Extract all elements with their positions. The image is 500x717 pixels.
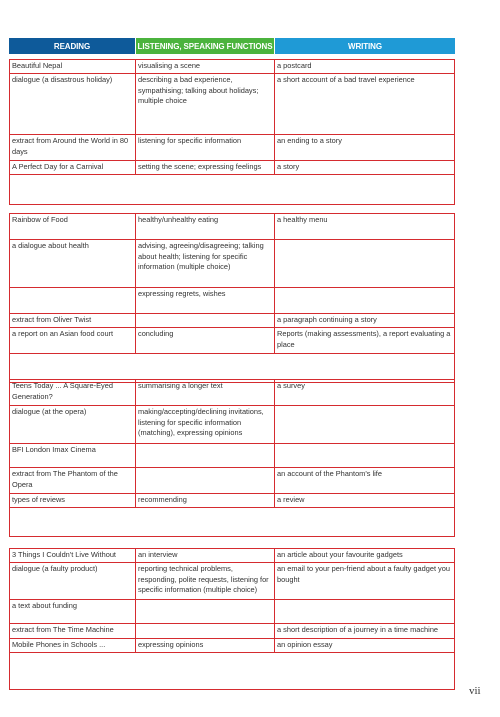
- writing-cell: [275, 354, 454, 382]
- reading-cell: types of reviews: [10, 494, 136, 507]
- unit-block: [9, 213, 455, 383]
- listening-cell: expressing opinions: [136, 639, 275, 652]
- reading-cell: extract from Around the World in 80 days: [10, 135, 136, 160]
- reading-cell: [10, 354, 136, 382]
- writing-cell: [275, 600, 454, 623]
- listening-cell: reporting technical problems, responding, polite requests, listening for specific information (multiple choice): [136, 563, 275, 599]
- reading-cell: extract from The Time Machine: [10, 624, 136, 638]
- listening-cell: summarising a longer text: [136, 380, 275, 405]
- page-number: vii: [469, 685, 481, 697]
- table-row: [10, 314, 454, 328]
- header-reading: READING: [9, 38, 135, 54]
- reading-cell: A Perfect Day for a Carnival: [10, 161, 136, 174]
- reading-cell: a text about funding: [10, 600, 136, 623]
- reading-cell: extract from The Phantom of the Opera: [10, 468, 136, 493]
- reading-cell: [10, 653, 136, 689]
- reading-cell: BFI London Imax Cinema: [10, 444, 136, 467]
- writing-cell: an email to your pen-friend about a faulty gadget you bought: [277, 564, 450, 584]
- listening-cell: [136, 444, 275, 467]
- listening-cell: making/accepting/declining invitations, listening for specific information (matching), expressing opinions: [136, 406, 275, 443]
- listening-cell: an interview: [136, 549, 275, 562]
- writing-cell: an account of the Phantom's life: [277, 469, 382, 478]
- reading-cell: a dialogue about health: [10, 240, 136, 287]
- writing-cell: [275, 240, 454, 287]
- table-row: [10, 354, 454, 382]
- writing-cell: a short account of a bad travel experience: [277, 75, 415, 84]
- listening-cell: [136, 653, 275, 689]
- table-row: [10, 288, 454, 314]
- writing-cell: a story: [277, 162, 300, 171]
- reading-cell: dialogue (at the opera): [10, 406, 136, 443]
- table-row: [10, 175, 454, 204]
- reading-cell: dialogue (a faulty product): [10, 563, 136, 599]
- table-row: [10, 600, 454, 624]
- writing-cell: a short description of a journey in a time machine: [277, 625, 439, 634]
- writing-cell: [275, 406, 454, 443]
- writing-cell: a postcard: [277, 61, 312, 70]
- listening-cell: concluding: [136, 328, 275, 353]
- writing-cell: an opinion essay: [277, 640, 333, 649]
- listening-cell: recommending: [136, 494, 275, 507]
- writing-cell: an ending to a story: [277, 136, 342, 145]
- listening-cell: [136, 314, 275, 327]
- table-row: [10, 508, 454, 536]
- listening-cell: visualising a scene: [136, 60, 275, 73]
- table-row: [10, 653, 454, 689]
- reading-cell: 3 Things I Couldn't Live Without: [10, 549, 136, 562]
- reading-cell: a report on an Asian food court: [10, 328, 136, 353]
- reading-cell: [10, 288, 136, 313]
- table-row: [10, 406, 454, 444]
- writing-cell: a survey: [277, 381, 305, 390]
- listening-cell: [136, 175, 275, 204]
- header-writing: WRITING: [275, 38, 455, 54]
- table-row: [10, 624, 454, 639]
- unit-block: [9, 548, 455, 690]
- writing-cell: a healthy menu: [277, 215, 328, 224]
- unit-block: [9, 59, 455, 205]
- reading-cell: dialogue (a disastrous holiday): [10, 74, 136, 134]
- table-row: [10, 74, 454, 135]
- listening-cell: describing a bad experience, sympathising; talking about holidays; multiple choice: [136, 74, 275, 134]
- table-row: [10, 494, 454, 508]
- unit-block: [9, 379, 455, 537]
- table-row: [10, 468, 454, 494]
- reading-cell: extract from Oliver Twist: [10, 314, 136, 327]
- header-listening: LISTENING, SPEAKING FUNCTIONS: [136, 38, 274, 54]
- listening-cell: healthy/unhealthy eating: [136, 214, 275, 239]
- table-header: [9, 38, 455, 54]
- writing-cell: Reports (making assessments), a report evaluating a place: [277, 329, 451, 349]
- writing-cell: an article about your favourite gadgets: [277, 550, 403, 559]
- listening-cell: [136, 600, 275, 623]
- writing-cell: [275, 508, 454, 536]
- listening-cell: [136, 624, 275, 638]
- reading-cell: Rainbow of Food: [10, 214, 136, 239]
- listening-cell: expressing regrets, wishes: [136, 288, 275, 313]
- table-row: [10, 60, 454, 74]
- writing-cell: [275, 653, 454, 689]
- table-row: [10, 161, 454, 175]
- listening-cell: [136, 468, 275, 493]
- listening-cell: [136, 354, 275, 382]
- reading-cell: Mobile Phones in Schools ...: [10, 639, 136, 652]
- listening-cell: listening for specific information: [136, 135, 275, 160]
- table-row: [10, 214, 454, 240]
- writing-cell: a review: [277, 495, 305, 504]
- reading-cell: Beautiful Nepal: [10, 60, 136, 73]
- writing-cell: [275, 444, 454, 467]
- listening-cell: setting the scene; expressing feelings: [136, 161, 275, 174]
- reading-cell: [10, 508, 136, 536]
- table-row: [10, 135, 454, 161]
- listening-cell: advising, agreeing/disagreeing; talking about health; listening for specific information (multiple choice): [136, 240, 275, 287]
- table-row: [10, 639, 454, 653]
- writing-cell: a paragraph continuing a story: [277, 315, 377, 324]
- table-row: [10, 444, 454, 468]
- table-row: [10, 240, 454, 288]
- table-row: [10, 380, 454, 406]
- writing-cell: [275, 175, 454, 204]
- writing-cell: [275, 288, 454, 313]
- table-row: [10, 563, 454, 600]
- table-row: [10, 328, 454, 354]
- reading-cell: Teens Today ... A Square-Eyed Generation?: [10, 380, 136, 405]
- listening-cell: [136, 508, 275, 536]
- table-row: [10, 549, 454, 563]
- reading-cell: [10, 175, 136, 204]
